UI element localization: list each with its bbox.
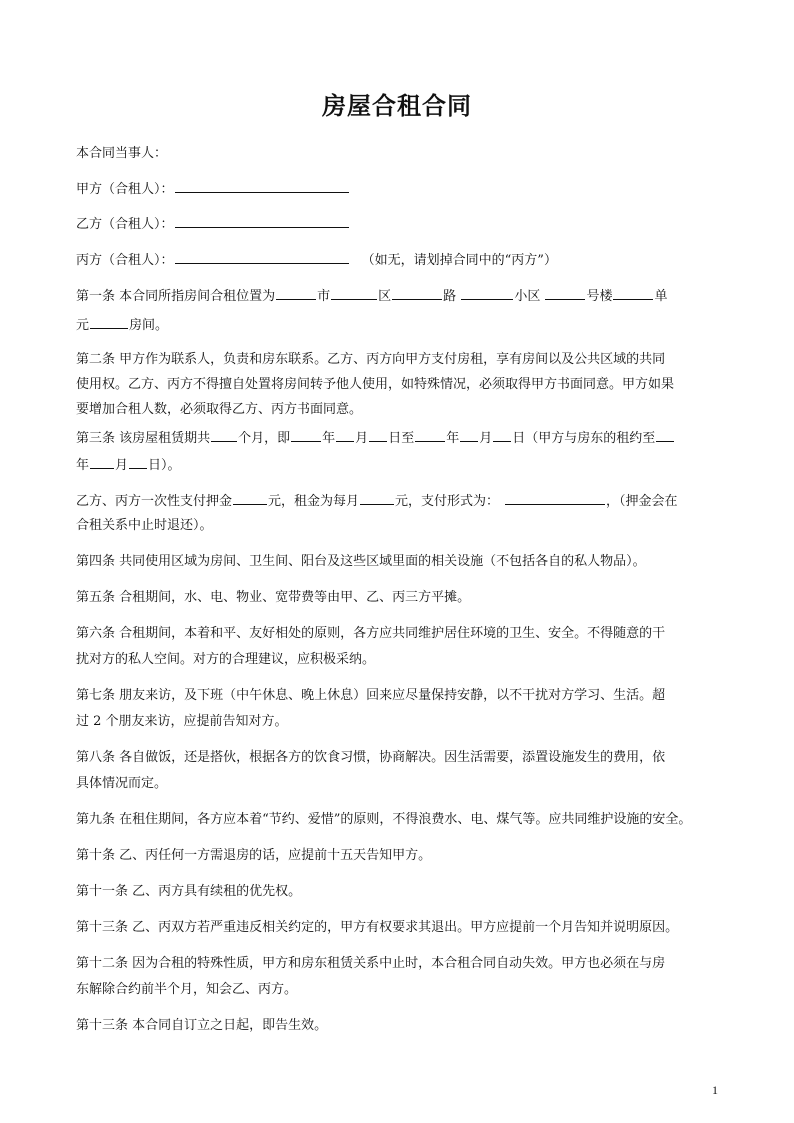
month-label: 月 (355, 431, 369, 446)
community-blank[interactable] (461, 287, 513, 300)
month-label: 月 (115, 458, 129, 473)
article-8-line-2: 具体情况而定。 (76, 776, 168, 791)
unit-label-part: 单 (654, 289, 668, 304)
road-blank[interactable] (392, 287, 442, 300)
building-blank[interactable] (545, 287, 585, 300)
landlord-lease-label: 日（甲方与房东的租约至 (512, 431, 656, 446)
article-5: 第五条 合租期间，水、电、物业、宽带费等由甲、乙、丙三方平摊。 (76, 590, 471, 605)
party-c-line (76, 251, 557, 269)
month-label: 月 (479, 431, 493, 446)
landlord-year-blank[interactable] (656, 429, 674, 442)
article-13-violation: 第十三条 乙、丙双方若严重违反相关约定的，甲方有权要求其退出。甲方应提前一个月告知并说明原因。 (76, 920, 679, 935)
months-label: 个月，即 (238, 431, 291, 446)
city-label: 市 (317, 289, 331, 304)
article-1-line-2 (76, 316, 168, 334)
room-blank[interactable] (90, 316, 128, 329)
article-4: 第四条 共同使用区域为房间、卫生间、阳台及这些区域里面的相关设施（不包括各自的私人物品）。 (76, 554, 646, 569)
deposit-line-2: 合租关系中止时退还）。 (76, 518, 213, 533)
payment-form-blank[interactable] (505, 492, 605, 505)
end-day-blank[interactable] (493, 429, 511, 442)
building-label: 号楼 (586, 289, 613, 304)
party-b-label: 乙方（合租人）： (76, 217, 174, 232)
rent-amount-blank[interactable] (360, 492, 394, 505)
article-13-effective: 第十三条 本合同自订立之日起，即告生效。 (76, 1018, 328, 1033)
article-2-line-2: 使用权。乙方、丙方不得擅自处置将房间转予他人使用，如特殊情况，必须取得甲方书面同意。甲方如果 (76, 377, 675, 392)
payment-form-text: 元，支付形式为： (395, 494, 500, 509)
party-a-line (76, 180, 350, 198)
end-year-blank[interactable] (415, 429, 445, 442)
district-blank[interactable] (331, 287, 377, 300)
deposit-text: 乙方、丙方一次性支付押金 (76, 494, 233, 509)
article-2-line-3: 要增加合租人数，必须取得乙方、丙方书面同意。 (76, 402, 363, 417)
article-7-line-1: 第七条 朋友来访，及下班（中午休息、晚上休息）回来应尽量保持安静，以不干扰对方学习、生活。超 (76, 688, 666, 703)
article-12-line-1: 第十二条 因为合租的特殊性质，甲方和房东租赁关系中止时，本合租合同自动失效。甲方也必须在与房 (76, 956, 666, 971)
party-a-blank[interactable] (175, 180, 349, 193)
article-11: 第十一条 乙、丙方具有续租的优先权。 (76, 884, 302, 899)
party-b-line (76, 215, 350, 233)
article-6-line-1: 第六条 合租期间，本着和平、友好相处的原则，各方应共同维护居住环境的卫生、安全。不得随意的干 (76, 626, 666, 641)
article-1-line-1 (76, 287, 667, 305)
landlord-month-blank[interactable] (129, 456, 147, 469)
end-month-blank[interactable] (460, 429, 478, 442)
year-label: 年 (76, 458, 90, 473)
day-label: 日）。 (148, 458, 181, 473)
page-number: 1 (712, 1083, 718, 1097)
landlord-year-blank-2[interactable] (90, 456, 114, 469)
article-12-line-2: 东解除合约前半个月，知会乙、丙方。 (76, 982, 298, 997)
party-c-label: 丙方（合租人）： (76, 253, 174, 268)
article-6-line-2: 扰对方的私人空间。对方的合理建议，应积极采纳。 (76, 652, 376, 667)
room-label: 房间。 (129, 318, 169, 333)
year-label: 年 (322, 431, 336, 446)
start-month-blank[interactable] (336, 429, 354, 442)
party-a-label: 甲方（合租人）： (76, 182, 174, 197)
article-1-text: 第一条 本合同所指房间合租位置为 (76, 289, 276, 304)
start-year-blank[interactable] (291, 429, 321, 442)
article-3-line-2 (76, 456, 181, 474)
article-7-line-2: 过 2 个朋友来访，应提前告知对方。 (76, 714, 288, 729)
article-3-text: 第三条 该房屋租赁期共 (76, 431, 211, 446)
party-c-blank[interactable] (175, 251, 349, 264)
deposit-amount-blank[interactable] (233, 492, 267, 505)
road-label: 路 (443, 289, 461, 304)
article-9: 第九条 在租住期间，各方应本着“节约、爱惜”的原则，不得浪费水、电、煤气等。应共同维护设施的安全。 (76, 812, 692, 827)
parties-heading: 本合同当事人： (76, 146, 168, 161)
article-2-line-1: 第二条 甲方作为联系人，负责和房东联系。乙方、丙方向甲方支付房租，享有房间以及公共区域的共同 (76, 352, 666, 367)
party-c-note: （如无，请划掉合同中的“丙方”） (361, 253, 557, 268)
year-label: 年 (446, 431, 460, 446)
day-to-label: 日至 (388, 431, 415, 446)
lease-months-blank[interactable] (211, 429, 237, 442)
district-label: 区 (378, 289, 392, 304)
community-label: 小区 (514, 289, 545, 304)
unit-label-cont: 元 (76, 318, 90, 333)
deposit-note-text: ，（押金会在 (606, 494, 678, 509)
unit-blank[interactable] (613, 287, 653, 300)
document-title: 房屋合租合同 (322, 91, 472, 120)
article-10: 第十条 乙、丙任何一方需退房的话，应提前十五天告知甲方。 (76, 848, 432, 863)
deposit-line-1 (76, 492, 678, 510)
rent-text: 元，租金为每月 (268, 494, 360, 509)
start-day-blank[interactable] (369, 429, 387, 442)
city-blank[interactable] (276, 287, 316, 300)
party-b-blank[interactable] (175, 215, 349, 228)
article-8-line-1: 第八条 各自做饭，还是搭伙，根据各方的饮食习惯，协商解决。因生活需要，添置设施发生的费用，依 (76, 750, 666, 765)
article-3-line-1 (76, 429, 675, 447)
